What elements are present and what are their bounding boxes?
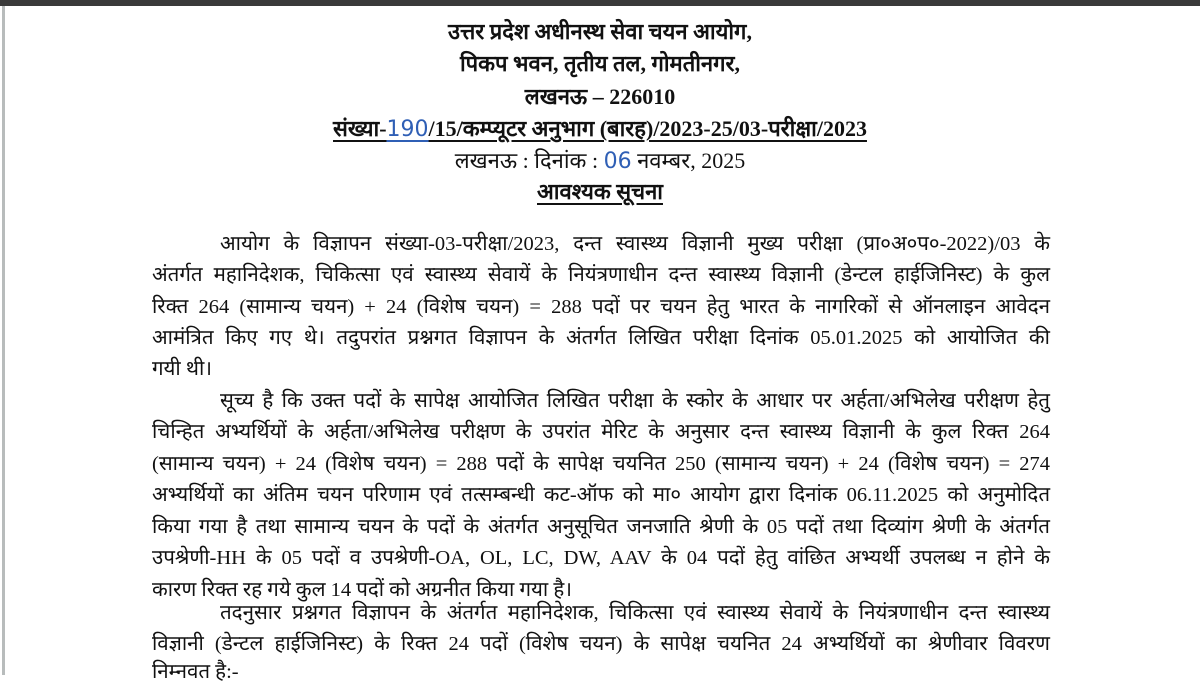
text-line: विज्ञानी (डेन्टल हाईजिनिस्ट) के रिक्त 24 पदों (विशेष चयन) के सापेक्ष चयनित 24 अभ्यर्थियों का श्रेणीवार विवरण (152, 633, 1050, 655)
text-line: अभ्यर्थियों का अंतिम चयन परिणाम एवं तत्सम्बन्धी कट-ऑफ को मा० आयोग द्वारा दिनांक 06.11.2025 को अनुमोदित (152, 484, 1050, 506)
text-line: निम्नवत है:- (152, 661, 239, 683)
text-line: अंतर्गत महानिदेशक, चिकित्सा एवं स्वास्थ्य सेवायें के नियंत्रणाधीन दन्त स्वास्थ्य विज्ञानी (डेन्टल हाईजिनिस्ट) के कुल (152, 264, 1050, 286)
org-name: उत्तर प्रदेश अधीनस्थ सेवा चयन आयोग, (448, 19, 752, 44)
text-line: कारण रिक्त रह गये कुल 14 पदों को अग्रनीत किया गया है। (152, 579, 572, 601)
text-line: आयोग के विज्ञापन संख्या-03-परीक्षा/2023, दन्त स्वास्थ्य विज्ञानी मुख्य परीक्षा (प्रा०अ०प०-2022)/03 के (220, 233, 1050, 255)
issue-date (0, 145, 1200, 175)
text-line: चिन्हित अभ्यर्थियों के अर्हता/अभिलेख परीक्षण के उपरांत मेरिट के अनुसार दन्त स्वास्थ्य विज्ञानी के कुल रिक्त 264 (152, 421, 1050, 443)
date-prefix: लखनऊ : दिनांक : (454, 148, 599, 173)
org-city: लखनऊ – 226010 (524, 84, 676, 109)
ref-handwritten: 190 (386, 117, 429, 142)
text-line: रिक्त 264 (सामान्य चयन) + 24 (विशेष चयन) = 288 पदों पर चयन हेतु भारत के नागरिकों से ऑनलाइन आवेदन (152, 296, 1050, 318)
text-line: उपश्रेणी-HH के 05 पदों व उपश्रेणी-OA, OL, LC, DW, AAV के 04 पदों हेतु वांछित अभ्यर्थी उपलब्ध न होने के (152, 547, 1050, 569)
notice-title-text: आवश्यक सूचना (537, 179, 663, 204)
text-line: (सामान्य चयन) + 24 (विशेष चयन) = 288 पदों के सापेक्ष चयनित 250 (सामान्य चयन) + 24 (विशेष चयन) = 274 (152, 453, 1050, 475)
reference-number (0, 113, 1200, 143)
text-line: गयी थी। (152, 358, 213, 380)
text-line: आमंत्रित किए गए थे। तदुपरांत प्रश्नगत विज्ञापन के अंतर्गत लिखित परीक्षा दिनांक 05.01.2025 को आयोजित की (152, 327, 1050, 349)
ref-prefix: संख्या- (333, 116, 387, 141)
text-line: सूच्य है कि उक्त पदों के सापेक्ष आयोजित लिखित परीक्षा के स्कोर के आधार पर अर्हता/अभिलेख परीक्षण हेतु (220, 390, 1050, 412)
viewer-top-bar (0, 0, 1200, 6)
org-address: पिकप भवन, तृतीय तल, गोमतीनगर, (459, 51, 741, 76)
date-handwritten: 06 (603, 149, 632, 174)
text-line: किया गया है तथा सामान्य चयन के पदों के अंतर्गत अनुसूचित जनजाति श्रेणी के 05 पदों तथा दिव्यांग श्रेणी के अंतर्गत (152, 516, 1050, 538)
notice-title (0, 176, 1200, 206)
text-line: तदनुसार प्रश्नगत विज्ञापन के अंतर्गत महानिदेशक, चिकित्सा एवं स्वास्थ्य सेवायें के नियंत्रणाधीन दन्त स्वास्थ्य (220, 602, 1050, 624)
date-suffix: नवम्बर, 2025 (637, 148, 746, 173)
ref-suffix: /15/कम्प्यूटर अनुभाग (बारह)/2023-25/03-परीक्षा/2023 (428, 116, 867, 141)
